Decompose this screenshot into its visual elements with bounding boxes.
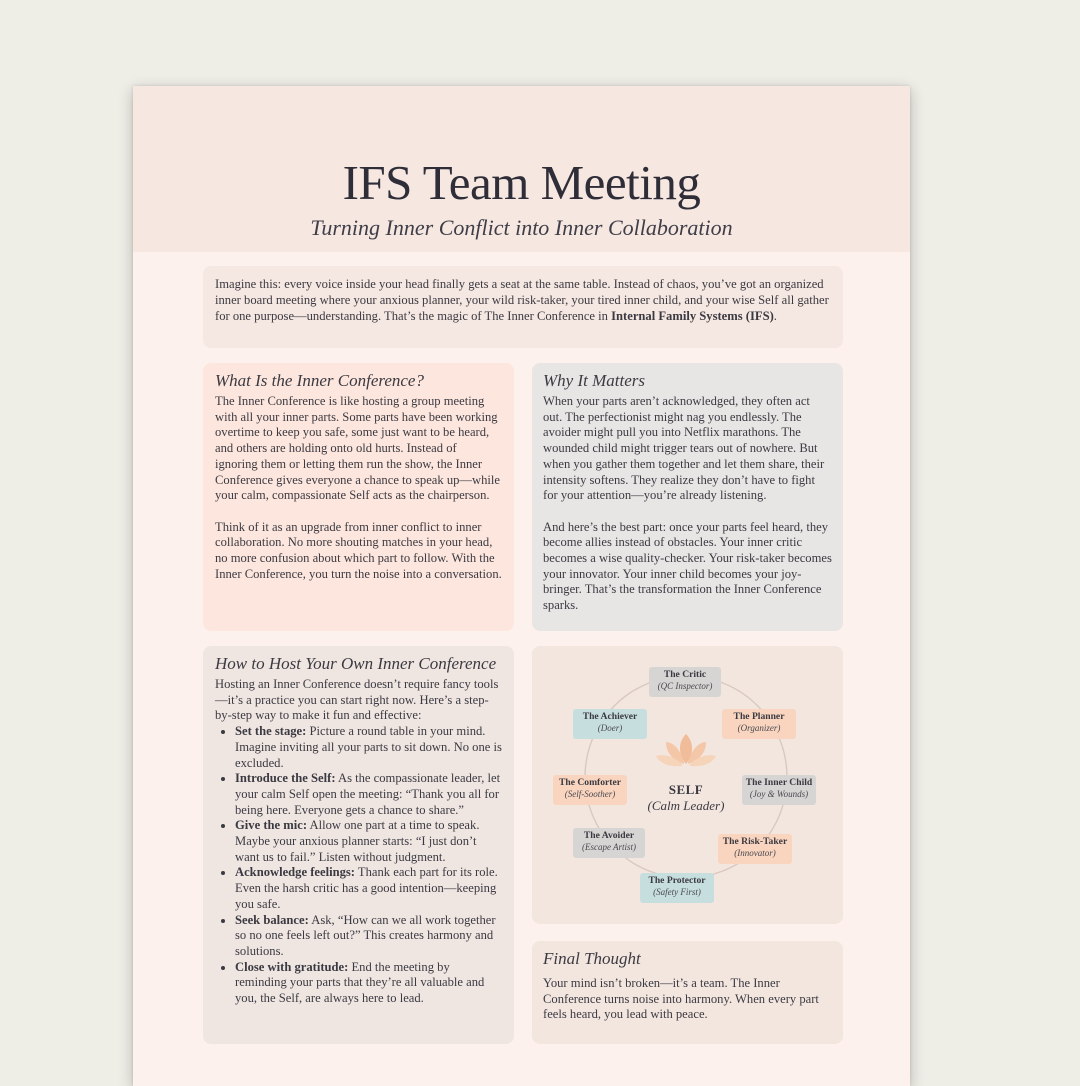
node-role: (Escape Artist) [581,842,637,852]
node-name: The Achiever [582,711,638,722]
step-label: Seek balance: [235,912,309,927]
node-avoider [573,828,645,858]
page-subtitle: Turning Inner Conflict into Inner Collaboration [310,215,733,240]
final-thought-section [532,941,843,1044]
step-text: Picture a round table in your mind. Imagine inviting all your parts to sit down. No one is excluded. [235,724,502,770]
node-achiever [573,709,647,739]
node-inner-child [742,775,816,805]
why-matters-section [532,363,843,631]
intro-box [203,266,843,348]
what-is-paragraph-2: Think of it as an upgrade from inner conflict to inner collaboration. No more shouting matches in your head, no more confusion about which part to follow. With the Inner Conference, you turn the noise into a conversation. [215,519,502,581]
node-name: The Critic [663,669,707,680]
node-name: The Inner Child [745,777,813,788]
why-matters-heading: Why It Matters [543,371,645,390]
node-name: The Comforter [558,777,622,788]
step-text: End the meeting by reminding your parts that they’re all valuable and you, the Self, are always here to lead. [235,959,485,1006]
node-role: (Safety First) [653,887,701,897]
how-to-host-section [203,646,514,1044]
node-planner [722,709,796,739]
final-thought-text: Your mind isn’t broken—it’s a team. The Inner Conference turns noise into harmony. When every part feels heard, you lead with peace. [543,976,819,1022]
steps-list [215,724,502,1007]
node-role: (Self-Soother) [564,789,616,799]
node-risk-taker [718,834,792,864]
step-item [235,960,502,1007]
node-role: (Organizer) [737,723,781,733]
step-text: Allow one part at a time to speak. Maybe your anxious planner starts: “I just don’t want us to fail.” Listen without judgment. [235,818,480,864]
what-is-section [203,363,514,631]
node-role: (Innovator) [734,848,776,858]
page-title: IFS Team Meeting [342,155,701,210]
why-matters-paragraph-1: When your parts aren’t acknowledged, they often act out. The perfectionist might nag you endlessly. The avoider might pull you into Netflix marathons. The wounded child might trigger tears out of nowhere. But when you gather them together and let them share, their intensity softens. They realize they don’t have to fight for your attention—you’re already listening. [543,394,825,503]
node-role: (Doer) [597,723,623,733]
step-text: As the compassionate leader, let your calm Self open the meeting: “Thank you all for being here. Everyone gets a chance to share.” [235,771,501,817]
self-word: SELF [668,782,704,797]
step-label: Close with gratitude: [235,959,349,974]
final-thought-heading: Final Thought [543,949,641,968]
intro-text-end: . [773,309,777,323]
step-item [235,724,502,771]
page-header [133,86,910,252]
lotus-icon [656,734,716,766]
node-role: (Joy & Wounds) [749,789,809,799]
step-text: Thank each part for its role. Even the harsh critic has a good intention—keeping you safe. [235,865,498,911]
node-name: The Risk-Taker [722,836,788,847]
step-item [235,818,502,865]
step-text: Ask, “How can we all work together so no one feels left out?” This creates harmony and solutions. [235,912,496,958]
what-is-paragraph-1: The Inner Conference is like hosting a group meeting with all your inner parts. Some parts have been working overtime to keep you safe, some just want to be heard, and others are holding onto old hurts. Instead of ignoring them or letting them run the show, the Inner Conference gives everyone a chance to speak up—while your calm, compassionate Self acts as the chairperson. [215,394,500,503]
step-item [235,913,502,960]
how-to-host-heading: How to Host Your Own Inner Conference [215,654,497,673]
step-label: Introduce the Self: [235,771,336,786]
intro-text-bold: Internal Family Systems (IFS) [611,309,774,323]
worksheet-page [133,86,910,1086]
node-name: The Avoider [583,830,635,841]
step-item [235,865,502,912]
node-name: The Protector [648,875,706,886]
self-center-label [626,782,746,814]
step-label: Acknowledge feelings: [235,865,355,880]
what-is-heading: What Is the Inner Conference? [215,371,424,390]
node-comforter [553,775,627,805]
node-protector [640,873,714,903]
intro-text-body: Imagine this: every voice inside your head finally gets a seat at the same table. Instead of chaos, you’ve got an organized inner board meeting where your anxious planner, your wild risk-taker, your tired inner child, and your wise Self all gather for one purpose—understanding. That’s the magic of The Inner Conference in [215,277,829,323]
why-matters-paragraph-2: And here’s the best part: once your parts feel heard, they become allies instead of obstacles. Your inner critic becomes a wise quality-checker. Your risk-taker becomes your innovator. Your inner child becomes your joy-bringer. That’s the transformation the Inner Conference sparks. [543,519,832,613]
node-critic [649,667,721,697]
step-item [235,771,502,818]
intro-text [215,276,831,324]
self-role: (Calm Leader) [647,798,725,813]
node-name: The Planner [733,711,785,722]
step-label: Set the stage: [235,724,307,739]
step-label: Give the mic: [235,818,308,833]
how-to-host-intro: Hosting an Inner Conference doesn’t require fancy tools—it’s a practice you can start right now. Here’s a step-by-step way to make it fun and effective: [215,677,499,723]
node-role: (QC Inspector) [657,681,713,691]
parts-diagram [532,646,843,924]
